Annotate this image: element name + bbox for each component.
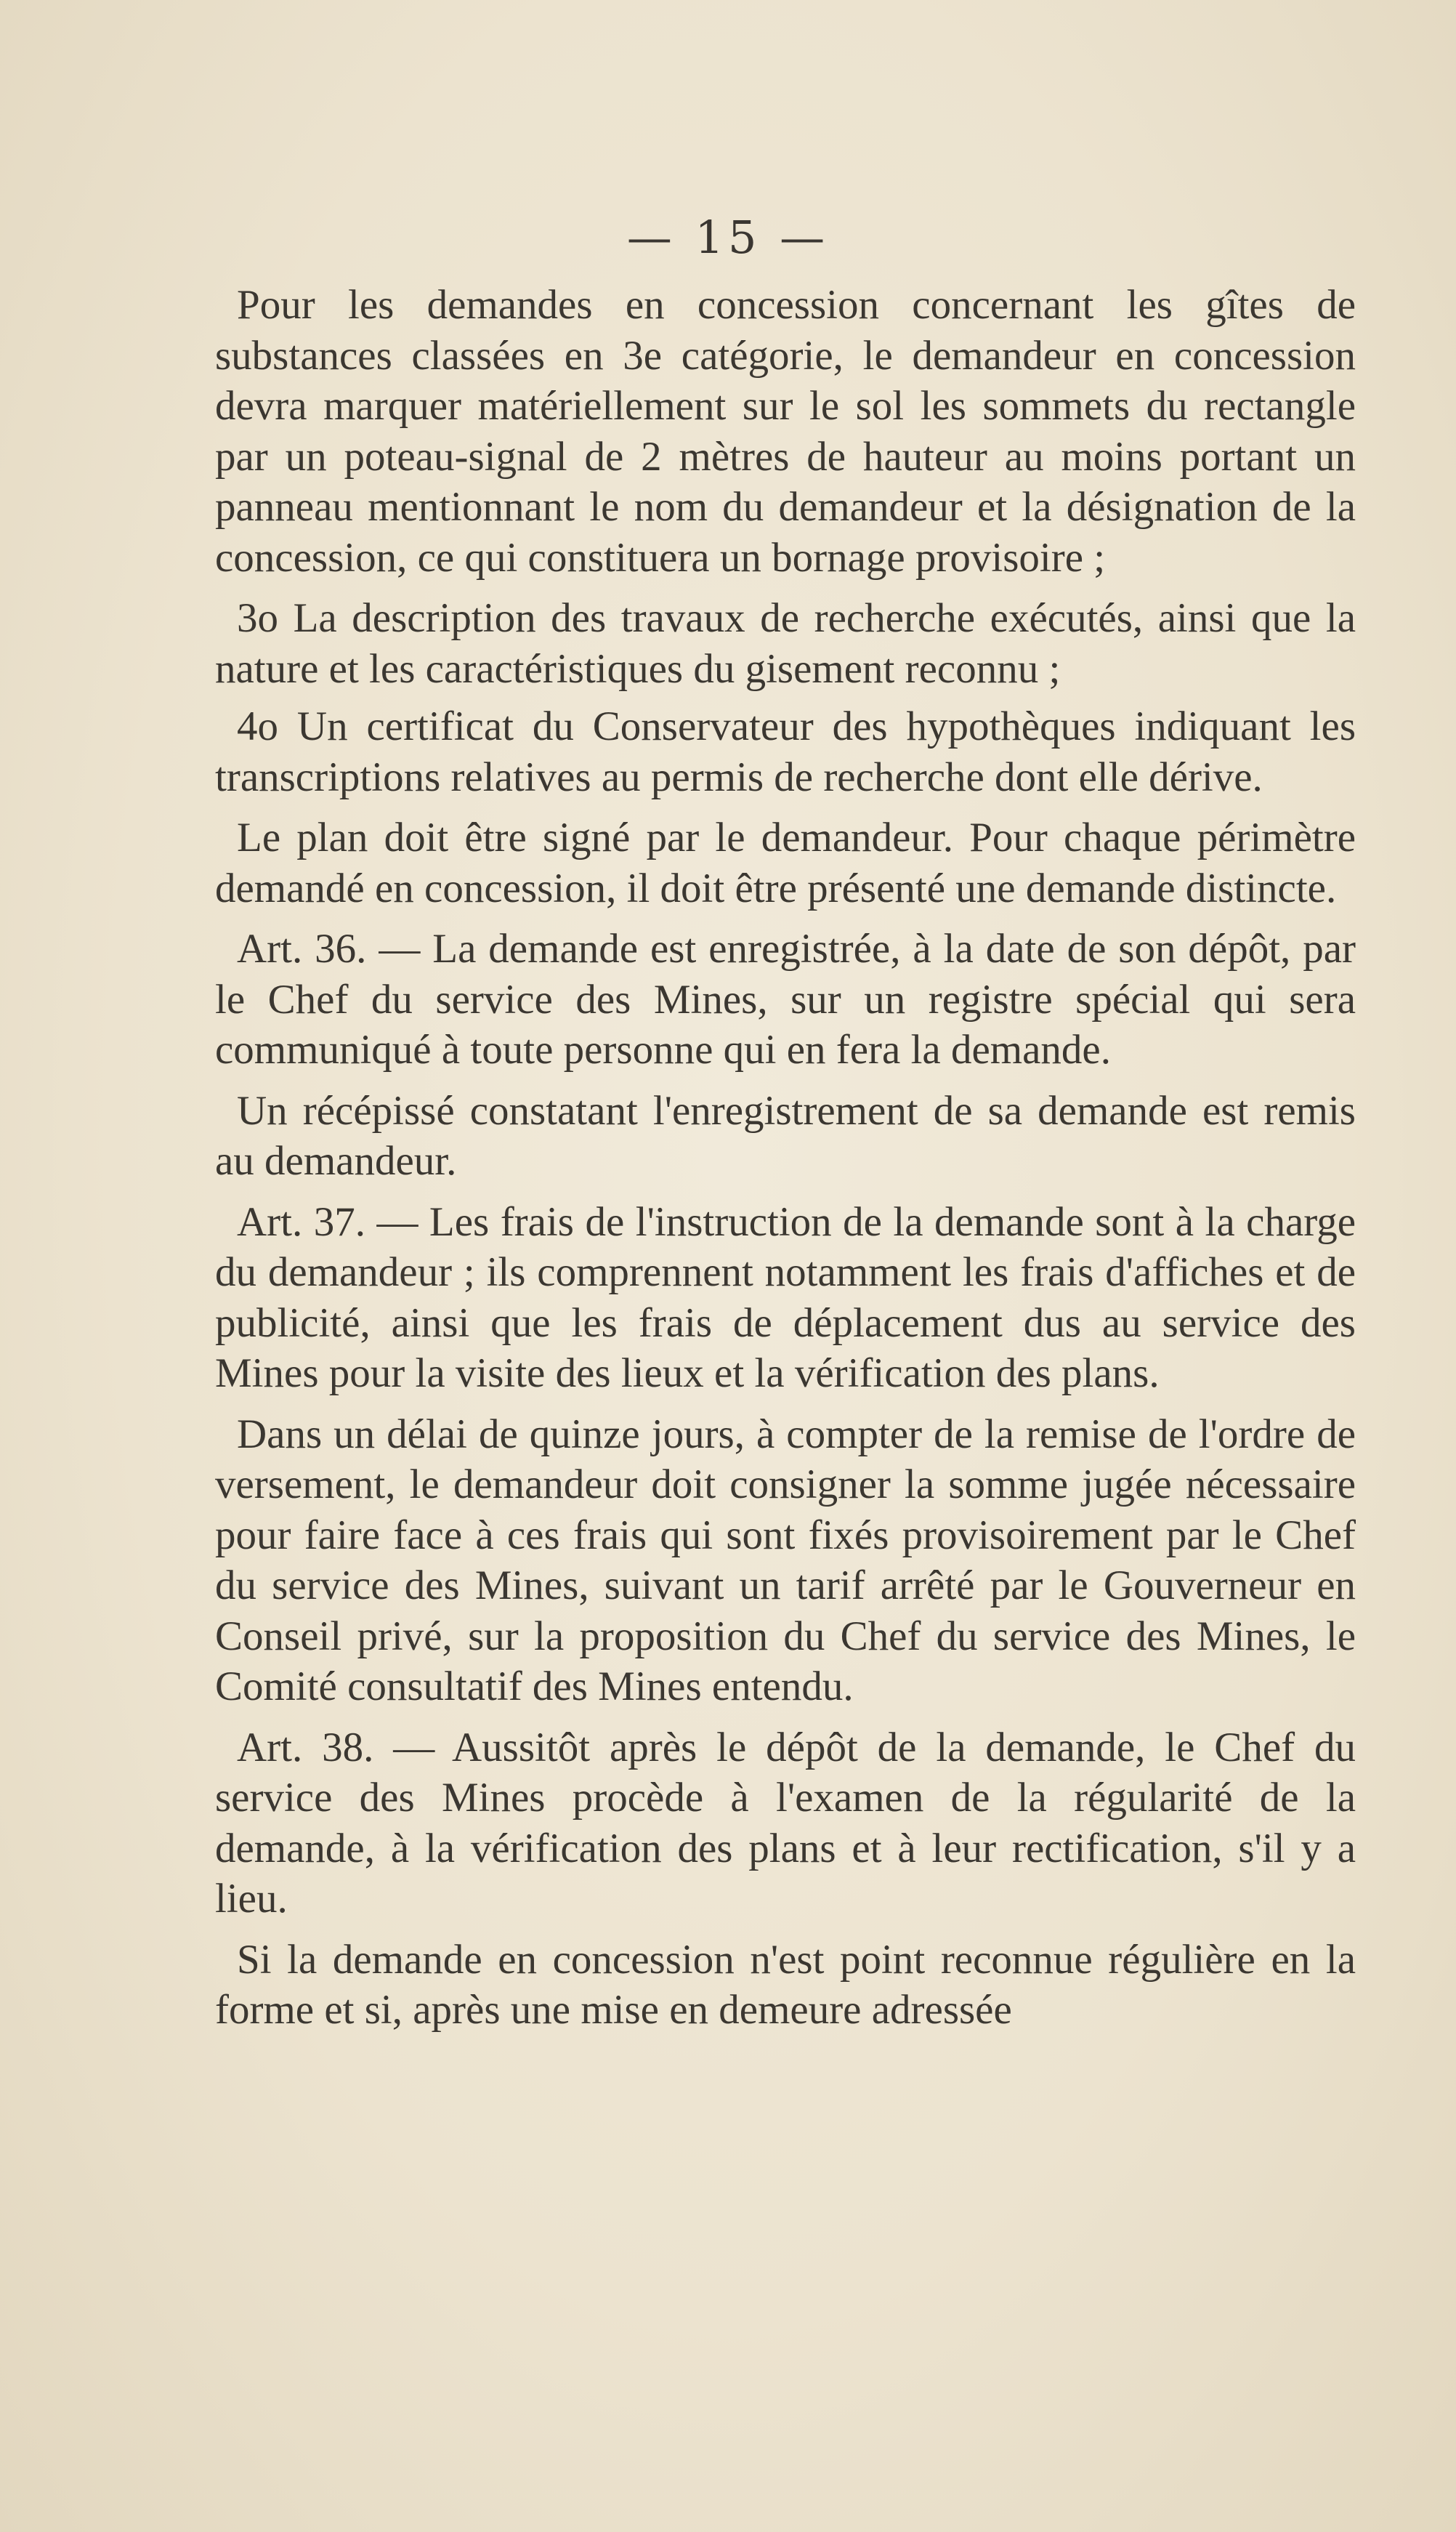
paragraph-plan-signature: Le plan doit être signé par le demandeur. Pour chaque périmètre demandé en concession, il doit être présenté une demande distincte. [215, 815, 1356, 911]
paragraph-recepisse: Un récépissé constatant l'enregistrement de sa demande est remis au demandeur. [215, 1087, 1356, 1184]
paragraph-article-36: Art. 36. — La demande est enregistrée, à la date de son dépôt, par le Chef du service des Mines, sur un registre spécial qui sera communiqué à toute personne qui en fera la demande. [215, 926, 1356, 1073]
paragraph-article-38: Art. 38. — Aussitôt après le dépôt de la demande, le Chef du service des Mines procède à l'examen de la régularité de la demande, à la vérification des plans et à leur rectification, s'il y a lieu. [215, 1724, 1356, 1922]
paragraph-mise-en-demeure: Si la demande en concession n'est point reconnue régulière en la forme et si, après une mise en demeure adressée [215, 1936, 1356, 2033]
body-text [215, 280, 1356, 2036]
paragraph-delai-consignation: Dans un délai de quinze jours, à compter de la remise de l'ordre de versement, le demandeur doit consigner la somme jugée nécessaire pour faire face à ces frais qui sont fixés provisoirement par le Chef du service des Mines, suivant un tarif arrêté par le Gouverneur en Conseil privé, sur la proposition du Chef du service des Mines, le Comité consultatif des Mines entendu. [215, 1411, 1356, 1709]
paragraph-bornage: Pour les demandes en concession concernant les gîtes de substances classées en 3e catégorie, le demandeur en concession devra marquer matériellement sur le sol les sommets du rectangle par un poteau-signal de 2 mètres de hauteur au moins portant un panneau mentionnant le nom du demandeur et la désignation de la concession, ce qui constituera un bornage provisoire ; [215, 282, 1356, 581]
paragraph-article-37: Art. 37. — Les frais de l'instruction de la demande sont à la charge du demandeur ; ils comprennent notamment les frais d'affiches et de publicité, ainsi que les frais de déplacement dus au service des Mines pour la visite des lieux et la vérification des plans. [215, 1198, 1356, 1396]
page-number: — 15 — [626, 211, 830, 264]
paragraph-item-4: 4o Un certificat du Conservateur des hypothèques indiquant les transcriptions relatives au permis de recherche dont elle dérive. [215, 703, 1356, 800]
paragraph-item-3: 3o La description des travaux de recherche exécutés, ainsi que la nature et les caractéristiques du gisement reconnu ; [215, 595, 1356, 692]
